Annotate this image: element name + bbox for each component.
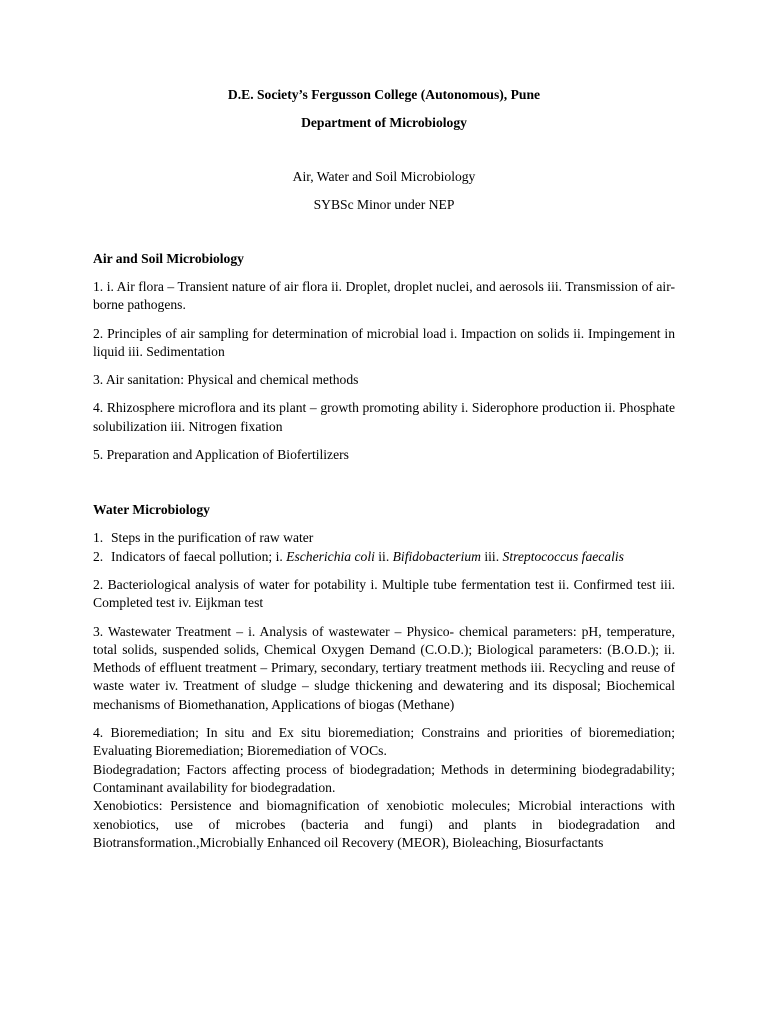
course-level: SYBSc Minor under NEP [313,197,455,212]
section-heading-water: Water Microbiology [93,502,210,518]
list-item-text: iii. [480,548,503,564]
water-item-4-biodegradation: Biodegradation; Factors affecting process of biodegradation; Methods in determining biodegradability; Contaminant availability for biodegradation. [93,761,675,795]
course-title: Air, Water and Soil Microbiology [292,169,476,184]
list-item-text: Steps in the purification of raw water [111,530,314,546]
water-item-4-xenobiotics: Xenobiotics: Persistence and biomagnification of xenobiotic molecules; Microbial interactions with xenobiotics, use of microbes (bacteria and fungi) and plants in biodegradation and Biotransformation.,Microbially Enhanced oil Recovery (MEOR), Bioleaching, Biosurfactants [93,798,675,850]
list-number: 2. [93,548,104,564]
list-item [93,548,675,566]
water-item-4-bioremediation: 4. Bioremediation; In situ and Ex situ bioremediation; Constrains and priorities of bioremediation; Evaluating Bioremediation; Bioremediation of VOCs. [93,725,675,759]
college-title: D.E. Society’s Fergusson College (Autonomous), Pune [227,87,541,102]
list-item [93,529,675,547]
water-numbered-list [93,529,675,566]
air-soil-item-5: 5. Preparation and Application of Biofertilizers [93,447,349,463]
air-soil-item-1: 1. i. Air flora – Transient nature of air flora ii. Droplet, droplet nuclei, and aerosols iii. Transmission of air-borne pathogens. [93,279,675,313]
organism-name: Streptococcus faecalis [502,548,624,564]
air-soil-item-2: 2. Principles of air sampling for determination of microbial load i. Impaction on solids ii. Impingement in liquid iii. Sedimentation [93,325,675,359]
organism-name: Escherichia coli [286,548,375,564]
list-item-text: Indicators of faecal pollution; i. [111,548,287,564]
list-item-text: ii. [374,548,393,564]
air-soil-item-3: 3. Air sanitation: Physical and chemical methods [93,372,359,388]
organism-name: Bifidobacterium [392,548,481,564]
list-number: 1. [93,530,104,546]
water-item-2: 2. Bacteriological analysis of water for potability i. Multiple tube fermentation test ii. Confirmed test iii. Completed test iv. Eijkman test [93,576,675,611]
section-heading-air-soil: Air and Soil Microbiology [93,251,244,266]
document-page [93,86,675,852]
department-title: Department of Microbiology [301,115,467,130]
air-soil-item-4: 4. Rhizosphere microflora and its plant – growth promoting ability i. Siderophore production ii. Phosphate solubilization iii. Nitrogen fixation [93,400,675,434]
water-item-3: 3. Wastewater Treatment – i. Analysis of wastewater – Physico- chemical parameters: pH, temperature, total solids, suspended solids, Chemical Oxygen Demand (C.O.D.); Biological parameters: (B.O.D.); ii. Methods of effluent treatment – Primary, secondary, tertiary treatment methods iii. Recycling and reuse of waste water iv. Treatment of sludge – sludge thickening and dewatering and its disposal; Biochemical mechanisms of Biomethanation, Applications of biogas (Methane) [93,623,675,712]
